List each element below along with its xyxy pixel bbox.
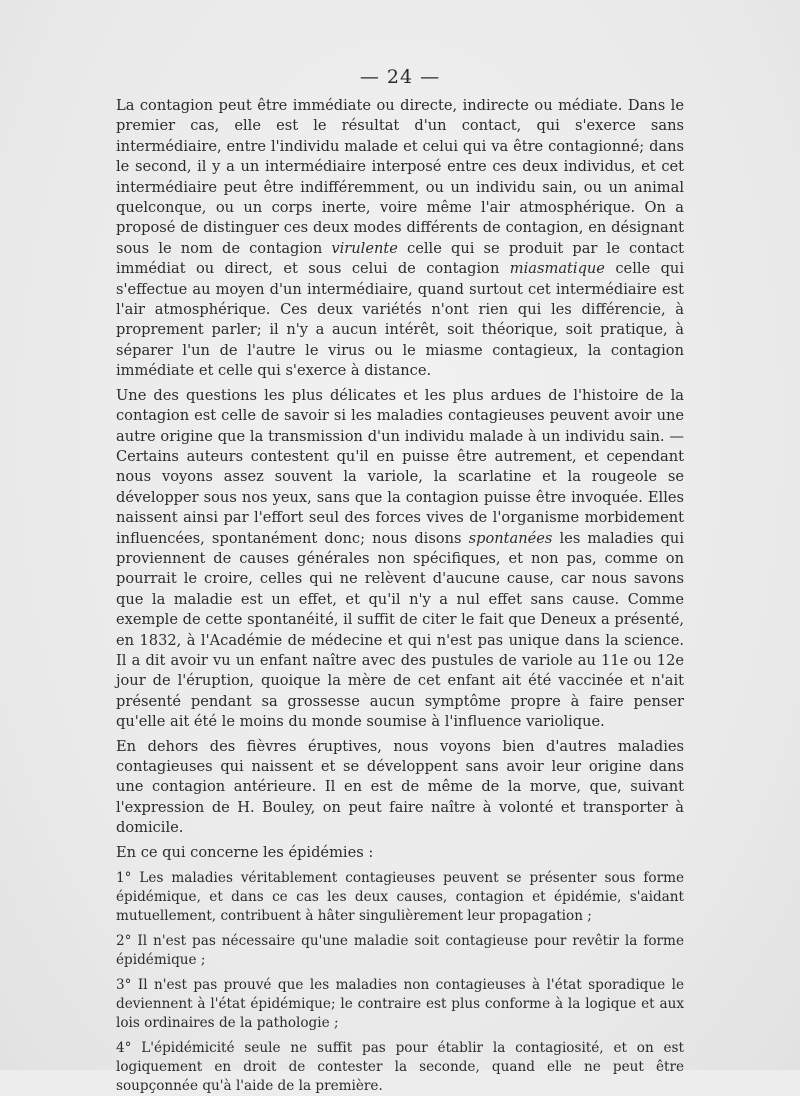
list-item-2: 2° Il n'est pas nécessaire qu'une maladie soit contagieuse pour revêtir la forme épidémique ; <box>116 933 684 969</box>
italic-term: spontanées <box>468 529 553 547</box>
paragraph-epidemics-intro <box>116 843 684 863</box>
italic-term: virulente <box>331 239 398 257</box>
text-run: En dehors des fièvres éruptives, nous voyons bien d'autres maladies contagieuses qui naissent et se développent sans avoir leur origine dans une contagion antérieure. Il en est de même de la morve, que, suivant l'expression de H. Bouley, on peut faire naître à volonté et transporter à domicile. <box>116 737 684 837</box>
text-run: celle qui se produit par le contact immédiat ou direct, et sous celui de contagion <box>116 239 684 278</box>
text-run: les maladies qui proviennent de causes générales non spécifiques, et non pas, comme on pourrait le croire, celles qui ne relèvent d'aucune cause, car nous savons que la maladie est un effet, et qu'il n'y a nul effet sans cause. Comme exemple de cette spontanéité, il suffit de citer le fait que Deneux a présenté, en 1832, à l'Académie de médecine et qui n'est pas unique dans la science. Il a dit avoir vu un enfant naître avec des pustules de variole au 11e ou 12e jour de l'éruption, quoique la mère de cet enfant ait été vaccinée et n'ait présenté pendant sa grossesse aucun symptôme propre à faire penser qu'elle ait été le moins du monde soumise à l'influence variolique. <box>116 529 684 731</box>
text-run: En ce qui concerne les épidémies : <box>116 843 374 861</box>
text-run: Une des questions les plus délicates et les plus ardues de l'histoire de la contagion est celle de savoir si les maladies contagieuses peuvent avoir une autre origine que la transmission d'un individu malade à un individu sain. — Certains auteurs contestent qu'il en puisse être autrement, et cependant nous voyons assez souvent la variole, la scarlatine et la rougeole se développer sous nos yeux, sans que la contagion puisse être invoquée. Elles naissent ainsi par l'effort seul des forces vives de l'organisme morbidement influencées, spontanément donc; nous disons <box>116 386 684 547</box>
page-number: — 24 — <box>359 66 441 88</box>
list-item-4: 4° L'épidémicité seule ne suffit pas pour établir la contagiosité, et on est logiquement en droit de contester la seconde, quand elle ne peut être soupçonnée qu'à l'aide de la première. <box>116 1040 684 1095</box>
text-run: La contagion peut être immédiate ou directe, indirecte ou médiate. Dans le premier cas, elle est le résultat d'un contact, qui s'exerce sans intermédiaire, entre l'individu malade et celui qui va être contagionné; dans le second, il y a un intermédiaire interposé entre ces deux individus, et cet intermédiaire peut être indifféremment, ou un individu sain, ou un animal quelconque, ou un corps inerte, voire même l'air atmosphérique. On a proposé de distinguer ces deux modes différents de contagion, en désignant sous le nom de contagion <box>116 97 684 257</box>
body-text <box>116 96 684 1096</box>
text-run: celle qui s'effectue au moyen d'un intermédiaire, quand surtout cet intermédiaire est l'air atmosphérique. Ces deux variétés n'ont rien qui les différencie, à proprement parler; il n'y a aucun intérêt, soit théorique, soit pratique, à séparer l'un de l'autre le virus ou le miasme contagieux, la contagion immédiate et celle qui s'exerce à distance. <box>116 260 685 380</box>
paragraph-other-diseases <box>116 737 684 839</box>
paragraph-contagion-types <box>116 96 684 382</box>
list-item-3: 3° Il n'est pas prouvé que les maladies non contagieuses à l'état sporadique le deviennent à l'état épidémique; le contraire est plus conforme à la logique et aux lois ordinaires de la pathologie ; <box>116 977 684 1032</box>
italic-term: miasmatique <box>509 260 605 278</box>
paragraph-spontaneous-origin <box>116 386 684 733</box>
list-item-1: 1° Les maladies véritablement contagieuses peuvent se présenter sous forme épidémique, et dans ce cas les deux causes, contagion et épidémie, s'aidant mutuellement, contribuent à hâter singulièrement leur propagation ; <box>116 870 684 925</box>
